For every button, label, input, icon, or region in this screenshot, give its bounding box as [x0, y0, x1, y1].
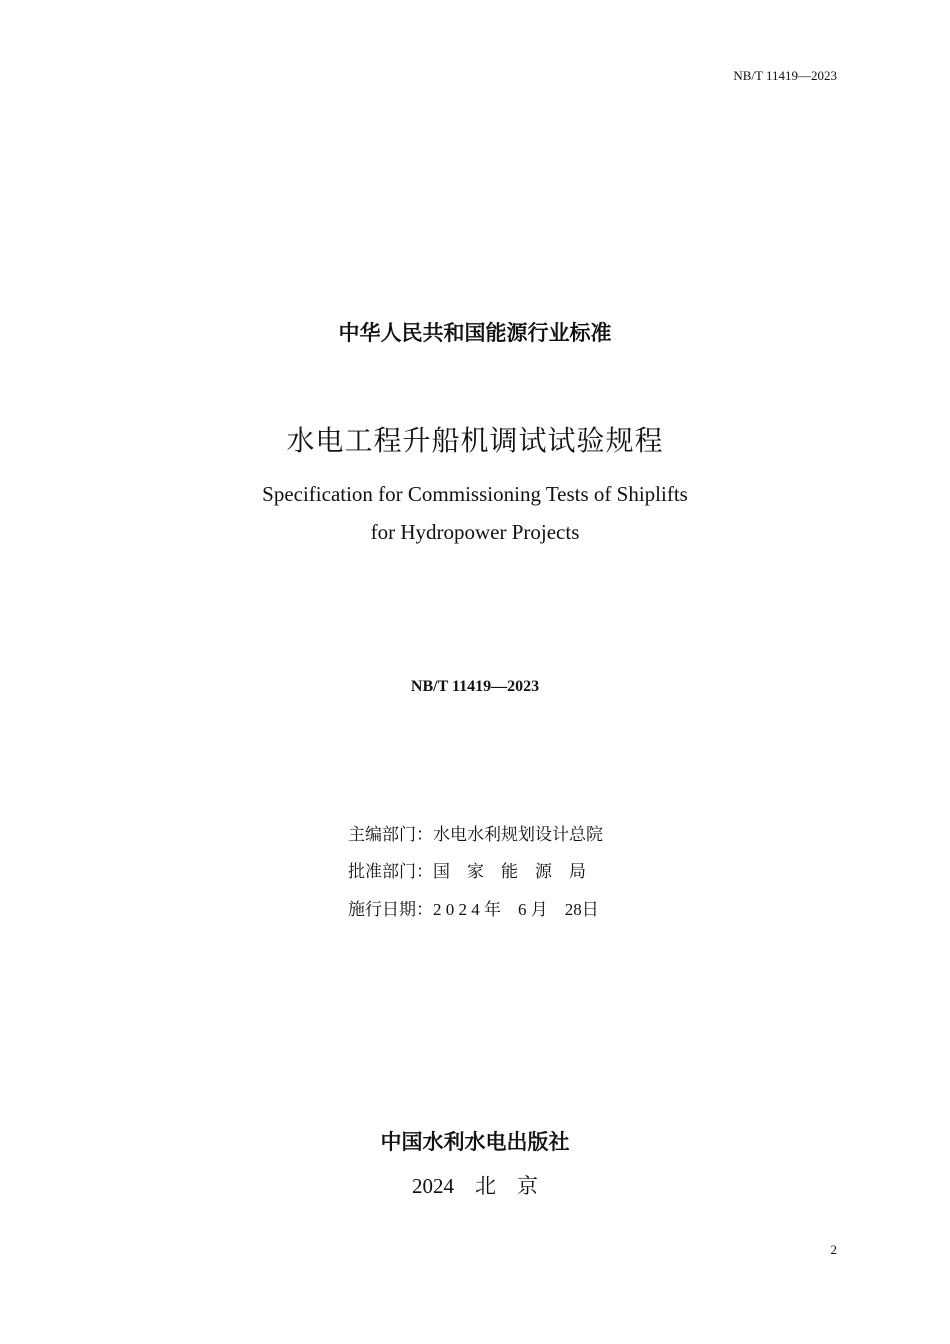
- effective-date-value: 2 0 2 4 年 6 月 28日: [433, 900, 599, 919]
- page-number: 2: [830, 1242, 837, 1257]
- industry-standard-heading: 中华人民共和国能源行业标准: [338, 321, 612, 345]
- approval-department-row: [348, 860, 586, 884]
- editor-department-value: 水电水利规划设计总院: [433, 825, 603, 844]
- document-title-chinese: 水电工程升船机调试试验规程: [286, 426, 664, 457]
- editor-department-label: 主编部门：: [348, 825, 433, 844]
- approval-department-label: 批准部门：: [348, 862, 433, 881]
- document-title-english-line2: for Hydropower Projects: [370, 520, 580, 544]
- approval-department-value: 国 家 能 源 局: [433, 862, 586, 881]
- effective-date-label: 施行日期：: [348, 900, 433, 919]
- effective-date-row: [348, 898, 599, 922]
- header-standard-code: NB/T 11419—2023: [733, 68, 837, 83]
- publisher-name: 中国水利水电出版社: [380, 1130, 570, 1154]
- editor-department-row: [348, 823, 603, 847]
- standard-number: NB/T 11419—2023: [410, 678, 540, 695]
- document-title-english-line1: Specification for Commissioning Tests of Shiplifts: [262, 482, 688, 506]
- publication-year-place: 2024 北 京: [412, 1174, 538, 1198]
